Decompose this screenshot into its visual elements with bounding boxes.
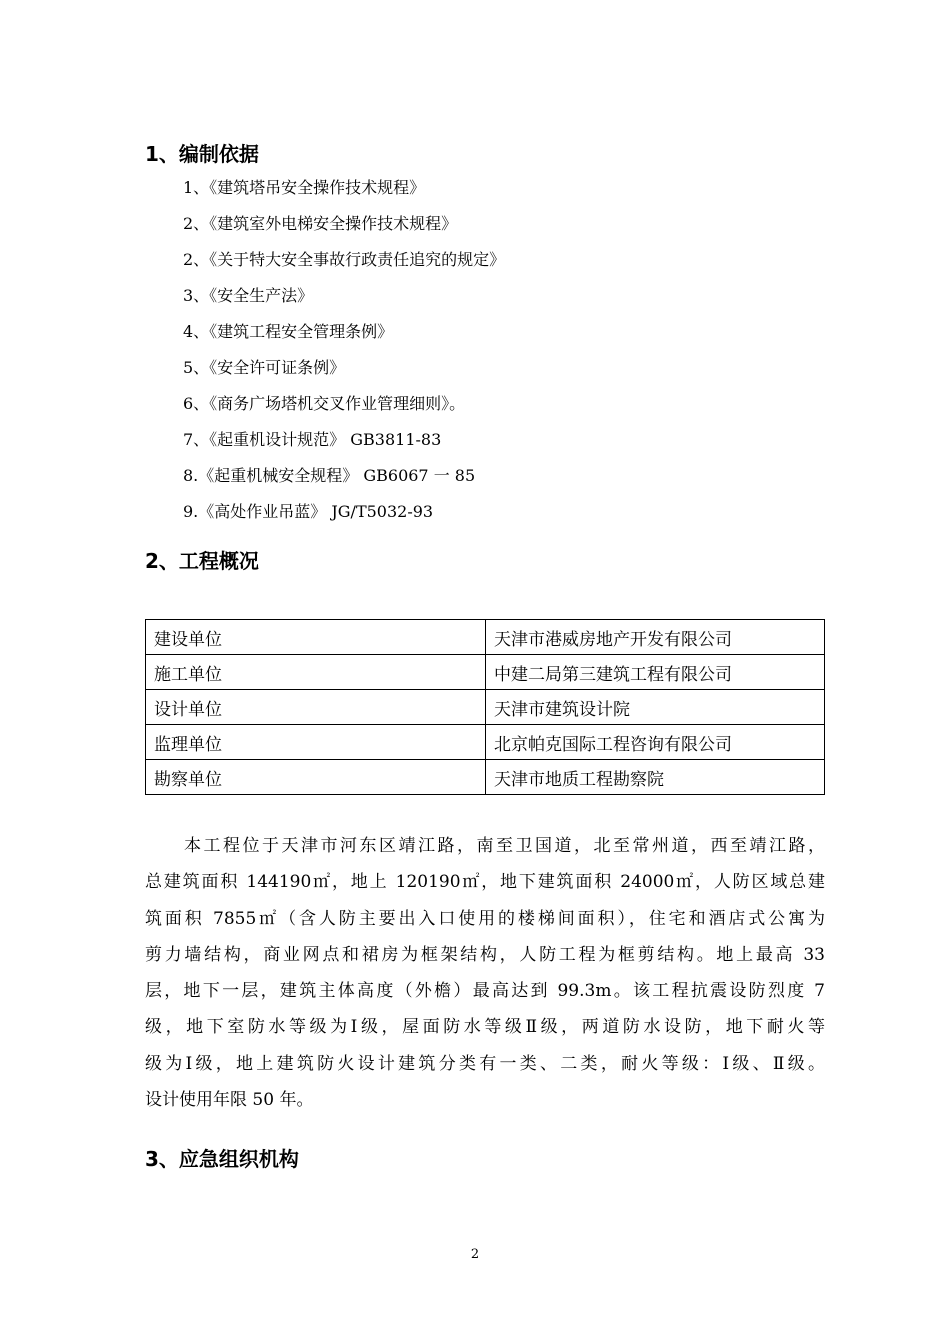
table-cell-value: 北京帕克国际工程咨询有限公司 [486,725,825,760]
paragraph-line: 级为Ⅰ级，地上建筑防火设计建筑分类有一类、二类，耐火等级：Ⅰ级、Ⅱ级。 [145,1053,825,1074]
table-cell-label: 监理单位 [146,725,486,760]
table-cell-label: 施工单位 [146,655,486,690]
reference-item: 2、《建筑室外电梯安全操作技术规程》 [183,214,458,233]
reference-item: 4、《建筑工程安全管理条例》 [183,322,394,341]
page-number: 2 [470,1247,480,1262]
paragraph-line: 剪力墙结构，商业网点和裙房为框架结构，人防工程为框剪结构。地上最高 33 [145,944,825,965]
table-cell-value: 中建二局第三建筑工程有限公司 [486,655,825,690]
reference-item: 2、《关于特大安全事故行政责任追究的规定》 [183,250,506,269]
paragraph-line: 总建筑面积 144190㎡，地上 120190㎡，地下建筑面积 24000㎡，人防区域总建 [145,872,825,893]
table-cell-label: 建设单位 [146,620,486,655]
reference-item: 7、《起重机设计规范》 GB3811-83 [183,430,442,449]
reference-item: 1、《建筑塔吊安全操作技术规程》 [183,178,426,197]
paragraph-line: 筑面积 7855㎡（含人防主要出入口使用的楼梯间面积），住宅和酒店式公寓为 [145,908,825,929]
paragraph-line: 层，地下一层，建筑主体高度（外檐）最高达到 99.3m。该工程抗震设防烈度 7 [145,981,826,1002]
table-cell-label: 勘察单位 [146,760,486,795]
table-row [146,690,825,725]
paragraph-line: 本工程位于天津市河东区靖江路，南至卫国道，北至常州道，西至靖江路， [145,836,825,856]
section-heading-basis: 1、编制依据 [145,142,259,166]
reference-item: 9.《高处作业吊蓝》 JG/T5032-93 [183,502,434,521]
table-cell-value: 天津市港威房地产开发有限公司 [486,620,825,655]
table-row [146,655,825,690]
project-units-table [145,619,825,795]
reference-item: 3、《安全生产法》 [183,286,314,305]
reference-item: 8.《起重机械安全规程》 GB6067 一 85 [183,466,476,485]
reference-item: 5、《安全许可证条例》 [183,358,346,377]
table-row [146,620,825,655]
table-row [146,760,825,795]
project-overview-paragraph [145,828,825,1118]
table-cell-label: 设计单位 [146,690,486,725]
paragraph-line: 设计使用年限 50 年。 [145,1090,314,1111]
section-heading-overview: 2、工程概况 [145,549,259,573]
table-cell-value: 天津市建筑设计院 [486,690,825,725]
reference-item: 6、《商务广场塔机交叉作业管理细则》。 [183,394,466,413]
section-heading-emergency-org: 3、应急组织机构 [145,1147,299,1171]
paragraph-line: 级，地下室防水等级为Ⅰ级，屋面防水等级Ⅱ级，两道防水设防，地下耐火等 [145,1017,825,1038]
table-cell-value: 天津市地质工程勘察院 [486,760,825,795]
table-row [146,725,825,760]
